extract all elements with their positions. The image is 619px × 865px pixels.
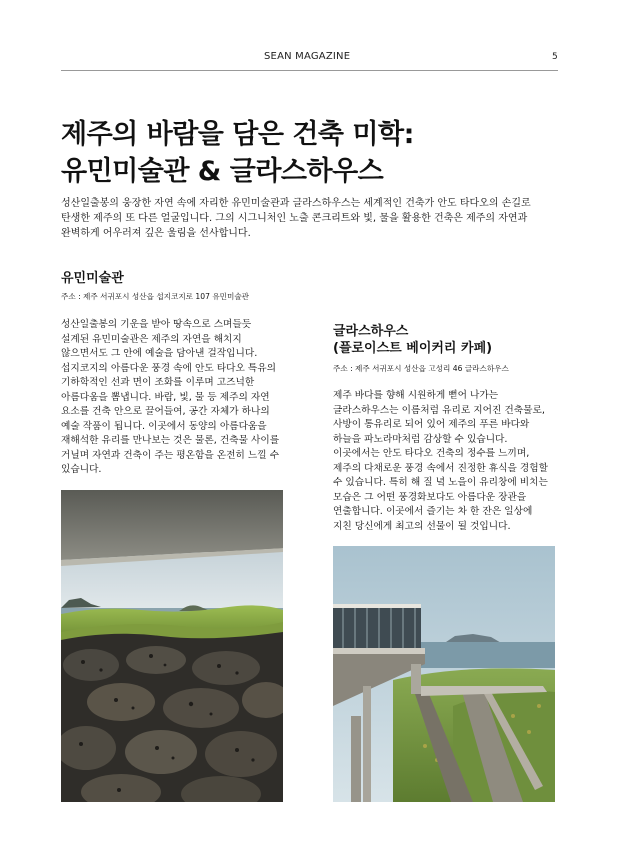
body-line: 지친 당신에게 최고의 선물이 될 것입니다. [333, 520, 511, 532]
glasshouse-body [333, 389, 559, 534]
yumin-museum-photo [61, 490, 283, 802]
header-divider [61, 70, 558, 71]
body-line: 요소를 건축 안으로 끌어들여, 공간 자체가 하나의 [61, 406, 270, 417]
body-line: 아름다움을 뽐냅니다. 바람, 빛, 물 등 제주의 자연 [61, 391, 270, 403]
yumin-heading: 유민미술관 [61, 271, 124, 286]
magazine-name: SEAN MAGAZINE [264, 51, 351, 62]
glasshouse-photo [333, 546, 555, 802]
body-line: 있습니다. [61, 464, 102, 475]
body-line: 수 있습니다. 특히 해 질 녘 노을이 유리창에 비치는 [333, 477, 548, 488]
body-line: 섭지코지의 아름다운 풍경 속에 안도 타다오 특유의 [61, 362, 276, 374]
title-line: 유민미술관 & 글라스하우스 [61, 156, 384, 187]
yumin-address: 주소 : 제주 서귀포시 성산읍 섭지코지로 107 유민미술관 [61, 292, 249, 301]
body-line: 연출합니다. 이곳에서 즐기는 차 한 잔은 일상에 [333, 506, 533, 517]
body-line: 하늘을 파노라마처럼 감상할 수 있습니다. [333, 433, 508, 445]
heading-line: 글라스하우스 [333, 324, 409, 339]
body-line: 기하학적인 선과 면이 조화를 이루며 고즈넉한 [61, 377, 255, 388]
article-intro [61, 196, 561, 241]
page-number: 5 [552, 52, 558, 62]
intro-line: 완벽하게 어우러져 깊은 울림을 선사합니다. [61, 228, 251, 239]
glasshouse-heading [333, 323, 492, 357]
intro-line: 탄생한 제주의 또 다른 얼굴입니다. 그의 시그니처인 노출 콘크리트와 빛, 물을 활용한 건축은 제주의 자연과 [61, 213, 528, 224]
body-line: 예술 작품이 됩니다. 이곳에서 동양의 아름다움을 [61, 420, 267, 432]
body-line: 글라스하우스는 이름처럼 유리로 지어진 건축물로, [333, 404, 545, 416]
body-line: 재해석한 유리를 만나보는 것은 물론, 건축물 사이를 [61, 435, 280, 446]
body-line: 제주 바다를 향해 시원하게 뻗어 나가는 [333, 390, 499, 401]
heading-line: (플로이스트 베이커리 카페) [333, 341, 493, 356]
body-line: 성산일출봉의 기운을 받아 땅속으로 스며들듯 [61, 319, 252, 330]
article-title [61, 116, 414, 190]
yumin-body [61, 318, 293, 478]
body-line: 않으면서도 그 안에 예술을 담아낸 걸작입니다. [61, 348, 258, 359]
body-line: 설계된 유민미술관은 제주의 자연을 해치지 [61, 333, 242, 345]
body-line: 거닐며 자연과 건축이 주는 평온함을 온전히 느낄 수 [61, 449, 280, 461]
body-line: 제주의 다채로운 풍경 속에서 진정한 휴식을 경험할 [333, 462, 548, 474]
body-line: 사방이 통유리로 되어 있어 제주의 푸른 바다와 [333, 419, 530, 430]
intro-line: 성산일출봉의 웅장한 자연 속에 자리한 유민미술관과 글라스하우스는 세계적인 건축가 안도 타다오의 손길로 [61, 198, 531, 209]
title-line: 제주의 바람을 담은 건축 미학: [61, 119, 414, 150]
body-line: 모습은 그 어떤 풍경화보다도 아름다운 장관을 [333, 491, 527, 503]
glasshouse-address: 주소 : 제주 서귀포시 성산읍 고성리 46 글라스하우스 [333, 364, 509, 373]
body-line: 이곳에서는 안도 타다오 건축의 정수를 느끼며, [333, 448, 530, 459]
